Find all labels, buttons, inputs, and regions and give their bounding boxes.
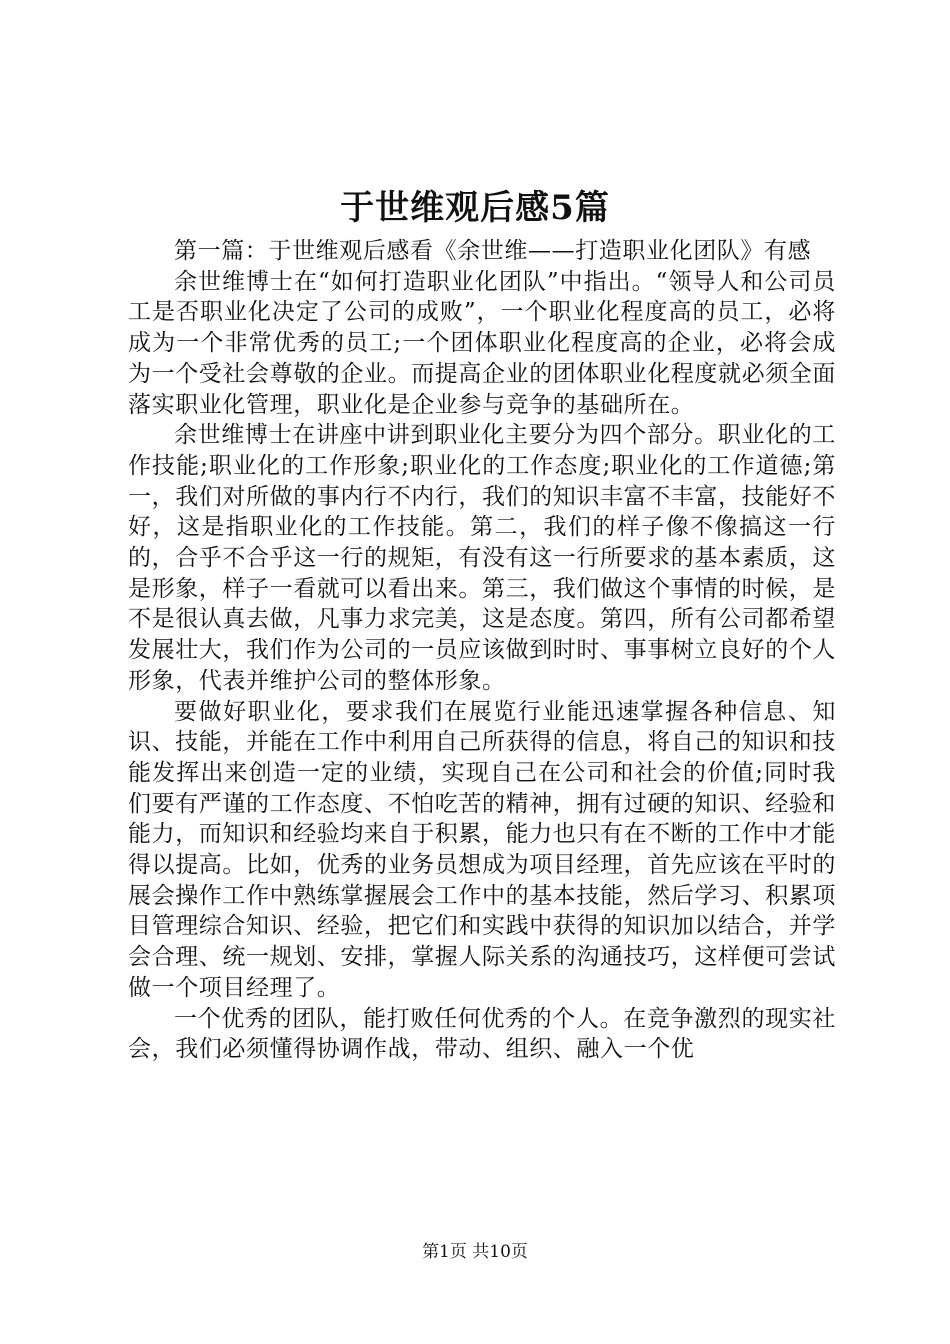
document-title: 于世维观后感5篇 — [340, 188, 610, 228]
paragraph-heading: 第一篇：于世维观后感看《余世维——打造职业化团队》有感 — [174, 238, 812, 264]
paragraph: 余世维博士在讲座中讲到职业化主要分为四个部分。职业化的工作技能;职业化的工作形象;职业化的工作态度;职业化的工作道德;第一，我们对所做的事内行不内行，我们的知识丰富不丰富，技能好不好，这是指职业化的工作技能。第二，我们的样子像不像搞这一行的，合乎不合乎这一行的规矩，有没有这一行所要求的基本素质，这是形象，样子一看就可以看出来。第三，我们做这个事情的时候，是不是很认真去做，凡事力求完美，这是态度。第四，所有公司都希望发展壮大，我们作为公司的一员应该做到时时、事事树立良好的个人形象，代表并维护公司的整体形象。 — [128, 422, 836, 694]
paragraph: 余世维博士在“如何打造职业化团队”中指出。“领导人和公司员工是否职业化决定了公司的成败”，一个职业化程度高的员工，必将成为一个非常优秀的员工;一个团体职业化程度高的企业，必将会成为一个受社会尊敬的企业。而提高企业的团体职业化程度就必须全面落实职业化管理，职业化是企业参与竞争的基础所在。 — [128, 268, 836, 418]
paragraph: 一个优秀的团队，能打败任何优秀的个人。在竞争激烈的现实社会，我们必须懂得协调作战，带动、组织、融入一个优 — [128, 1005, 836, 1063]
page-number-footer: 第1页 共10页 — [422, 1242, 528, 1262]
document-body — [128, 236, 836, 1065]
paragraph: 要做好职业化，要求我们在展览行业能迅速掌握各种信息、知识、技能，并能在工作中利用自己所获得的信息，将自己的知识和技能发挥出来创造一定的业绩，实现自己在公司和社会的价值;同时我们要有严谨的工作态度、不怕吃苦的精神，拥有过硬的知识、经验和能力，而知识和经验均来自于积累，能力也只有在不断的工作中才能得以提高。比如，优秀的业务员想成为项目经理，首先应该在平时的展会操作工作中熟练掌握展会工作中的基本技能，然后学习、积累项目管理综合知识、经验，把它们和实践中获得的知识加以结合，并学会合理、统一规划、安排，掌握人际关系的沟通技巧，这样便可尝试做一个项目经理了。 — [128, 698, 836, 1001]
